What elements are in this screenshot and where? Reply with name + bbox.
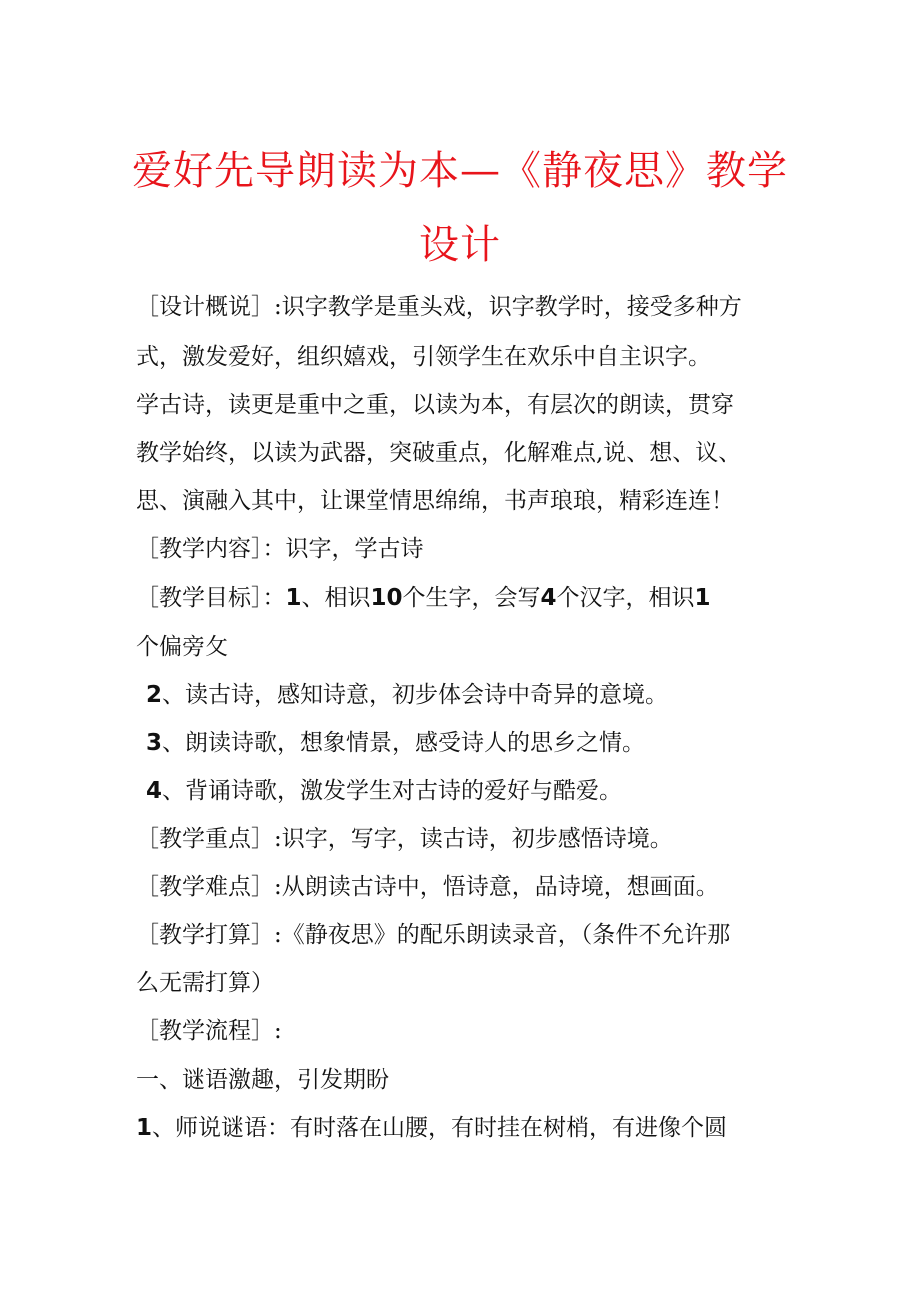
document-title-line-2: 设计 [419,222,501,268]
goal-3-line [146,726,645,760]
goal-number-3: 3 [146,730,163,756]
riddle-text: 、师说谜语：有时落在山腰，有时挂在树梢，有进像个圆 [152,1115,728,1141]
goal-count-10: 10 [370,585,403,611]
goal-number-2: 2 [146,682,163,708]
goal-number-4: 4 [146,778,163,804]
riddle-line [136,1111,727,1145]
goal-count-1: 1 [694,585,711,611]
goal-3-text: 、朗读诗歌，想象情景，感受诗人的思乡之情。 [162,730,646,756]
goal-2-line [146,678,668,712]
goal-4-line [146,774,622,808]
overview-line-1: ［设计概说］:识字教学是重头戏，识字教学时，接受多种方 [136,294,742,320]
overview-line-2: 式，激发爱好，组织嬉戏，引领学生在欢乐中自主识字。 [136,344,711,370]
step-number-1: 1 [136,1115,153,1141]
overview-line-4: 教学始终，以读为武器，突破重点，化解难点,说、想、议、 [136,440,742,466]
teaching-preparation-line-2: 么无需打算） [136,970,274,996]
teaching-process-heading: ［教学流程］: [136,1018,282,1044]
goal-number-1: 1 [285,585,302,611]
goal-4-text: 、背诵诗歌，激发学生对古诗的爱好与酷爱。 [162,778,623,804]
document-title-line-1: 爱好先导朗读为本—《静夜思》教学 [132,148,788,194]
teaching-difficulties-line: ［教学难点］:从朗读古诗中，悟诗意，品诗境，想画面。 [136,874,719,900]
section-1-heading: 一、谜语激趣，引发期盼 [136,1067,389,1093]
goal-text-1a: 、相识 [301,585,371,611]
goal-text-1c: 个汉字，相识 [556,585,695,611]
goal-2-text: 、读古诗，感知诗意，初步体会诗中奇异的意境。 [162,682,669,708]
overview-line-3: 学古诗，读更是重中之重，以读为本，有层次的朗读，贯穿 [136,392,734,418]
teaching-goals-line [136,581,711,615]
overview-line-5: 思、演融入其中，让课堂情思绵绵，书声琅琅，精彩连连！ [136,488,734,514]
goals-label: ［教学目标］： [136,585,286,611]
goal-count-4: 4 [540,585,557,611]
goal-text-1b: 个生字，会写 [402,585,541,611]
teaching-preparation-line-1: ［教学打算］:《静夜思》的配乐朗读录音，（条件不允许那 [136,922,731,948]
teaching-goals-line-cont: 个偏旁攵 [136,634,228,660]
teaching-content-line: ［教学内容］：识字，学古诗 [136,536,424,562]
teaching-key-points-line: ［教学重点］:识字，写字，读古诗，初步感悟诗境。 [136,826,673,852]
